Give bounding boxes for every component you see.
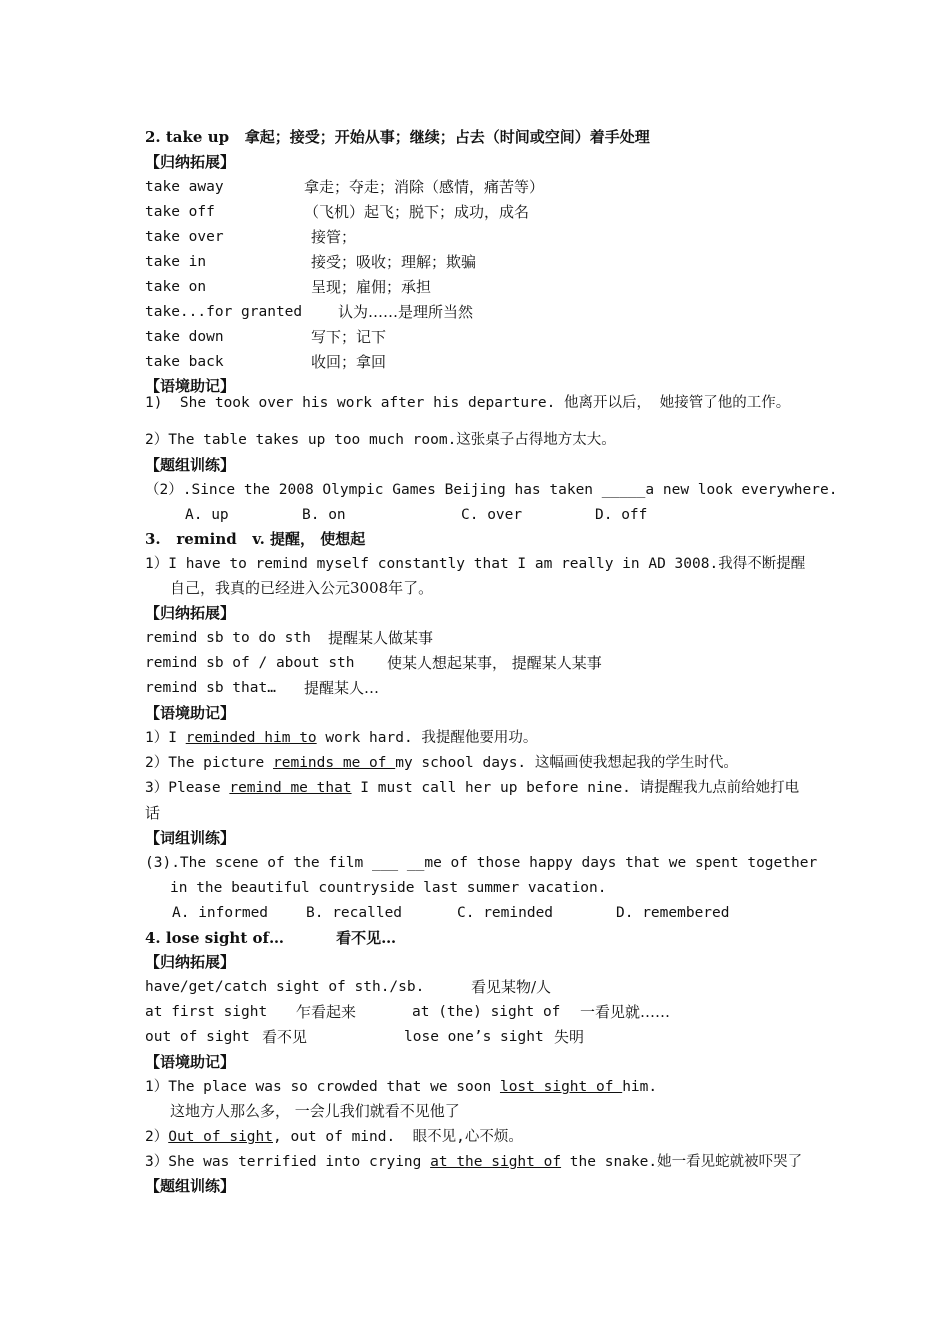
question-text: in the beautiful countryside last summer vacation.: [170, 880, 607, 896]
phrase-en: out of sight: [145, 1029, 250, 1045]
phrase-en: at (the) sight of: [412, 1004, 561, 1020]
phrase-zh: 提醒某人做某事: [328, 629, 434, 647]
option-d: D. remembered: [616, 905, 730, 921]
item3-drill-label: 【词组训练】: [145, 829, 236, 847]
phrase-en: remind sb of / about sth: [145, 655, 355, 671]
phrase-zh: 呈现；雇佣；承担: [311, 278, 432, 296]
phrase-zh: 写下；记下: [311, 328, 387, 346]
example-sentence: [145, 778, 799, 798]
phrase-en: at first sight: [145, 1004, 268, 1020]
item3-context-label: 【语境助记】: [145, 704, 236, 722]
phrase-zh: 接管；: [311, 228, 357, 246]
phrase-zh: 提醒某人…: [304, 679, 380, 697]
option-c: C. reminded: [457, 905, 554, 921]
underlined-phrase: Out of sight: [168, 1129, 273, 1145]
phrase-zh: （飞机）起飞；脱下；成功，成名: [304, 203, 530, 221]
option-b: B. recalled: [306, 905, 403, 921]
item4-expand-label: 【归纳拓展】: [145, 953, 236, 971]
underlined-phrase: lost sight of: [499, 1079, 623, 1095]
item2-context-label: 【语境助记】: [145, 377, 236, 395]
text: him.: [622, 1079, 658, 1095]
item2-expand-label: 【归纳拓展】: [145, 153, 236, 171]
phrase-zh: 使某人想起某事， 提醒某人某事: [387, 654, 602, 672]
text: 2）: [145, 1129, 169, 1145]
phrase-zh: 看见某物/人: [471, 978, 552, 996]
item4-heading: 4. lose sight of… 看不见…: [145, 929, 397, 947]
question-text: (3).The scene of the film ___ __me of those happy days that we spent together: [145, 855, 818, 871]
phrase-zh: 乍看起来: [296, 1003, 357, 1021]
question-text: （2）.Since the 2008 Olympic Games Beijing has taken _____a new look everywhere.: [145, 482, 838, 498]
phrase-en: take off: [145, 204, 215, 220]
phrase-en: take in: [145, 254, 207, 270]
example-continuation: 话: [145, 804, 161, 822]
text: 3）She was terrified into crying: [145, 1154, 431, 1170]
phrase-en: take on: [145, 279, 207, 295]
example-sentence: 1) She took over his work after his departure. 他离开以后， 她接管了他的工作。: [145, 395, 791, 411]
text: , out of mind. 眼不见,心不烦。: [273, 1129, 523, 1145]
example-sentence: [145, 1127, 523, 1147]
option-c: C. over: [461, 507, 523, 523]
option-a: A. up: [185, 507, 229, 523]
example-translation: 这地方人那么多， 一会儿我们就看不见他了: [170, 1102, 460, 1120]
phrase-zh: 失明: [554, 1028, 585, 1046]
item4-drill-label: 【题组训练】: [145, 1177, 236, 1195]
phrase-en: remind sb to do sth: [145, 630, 311, 646]
item3-expand-label: 【归纳拓展】: [145, 604, 236, 622]
option-d: D. off: [595, 507, 648, 523]
example-sentence: 2）The table takes up too much room.这张桌子占得地方太大。: [145, 432, 616, 448]
phrase-en: take back: [145, 354, 224, 370]
phrase-zh: 收回；拿回: [311, 353, 387, 371]
text: 2）The picture: [145, 755, 273, 771]
text: I must call her up before nine. 请提醒我九点前给她打电: [351, 780, 800, 796]
text: 1）I: [145, 730, 186, 746]
example-sentence: [145, 753, 738, 773]
phrase-zh: 一看见就……: [580, 1003, 671, 1021]
example-sentence: [145, 1077, 657, 1097]
option-b: B. on: [302, 507, 346, 523]
phrase-zh: 认为……是理所当然: [338, 303, 474, 321]
underlined-phrase: remind me that: [229, 780, 352, 796]
phrase-en: take away: [145, 179, 224, 195]
phrase-zh: 接受；吸收；理解；欺骗: [311, 253, 477, 271]
underlined-phrase: reminded him to: [185, 730, 317, 746]
item3-heading: 3. remind v. 提醒， 使想起: [145, 530, 366, 548]
phrase-zh: 拿走；夺走；消除（感情，痛苦等）: [304, 178, 545, 196]
underlined-phrase: reminds me of: [273, 755, 396, 771]
phrase-zh: 看不见: [262, 1028, 308, 1046]
phrase-en: lose one’s sight: [404, 1029, 544, 1045]
item2-heading: 2. take up 拿起；接受；开始从事；继续；占去（时间或空间）着手处理: [145, 128, 650, 146]
text: the snake.她一看见蛇就被吓哭了: [561, 1154, 803, 1170]
text: 3）Please: [145, 780, 230, 796]
text: 1）The place was so crowded that we soon: [145, 1079, 500, 1095]
item4-context-label: 【语境助记】: [145, 1053, 236, 1071]
phrase-en: have/get/catch sight of sth./sb.: [145, 979, 425, 995]
text: my school days. 这幅画使我想起我的学生时代。: [395, 755, 738, 771]
example-sentence: [145, 1152, 802, 1172]
item2-drill-label: 【题组训练】: [145, 456, 236, 474]
underlined-phrase: at the sight of: [430, 1154, 562, 1170]
text: work hard. 我提醒他要用功。: [316, 730, 538, 746]
option-a: A. informed: [172, 905, 269, 921]
phrase-en: take down: [145, 329, 224, 345]
phrase-en: take...for granted: [145, 304, 303, 320]
phrase-en: take over: [145, 229, 224, 245]
example-sentence: [145, 728, 537, 748]
example-translation: 自己，我真的已经进入公元3008年了。: [170, 579, 434, 597]
example-sentence: 1）I have to remind myself constantly that I am really in AD 3008.我得不断提醒: [145, 556, 806, 572]
phrase-en: remind sb that…: [145, 680, 276, 696]
